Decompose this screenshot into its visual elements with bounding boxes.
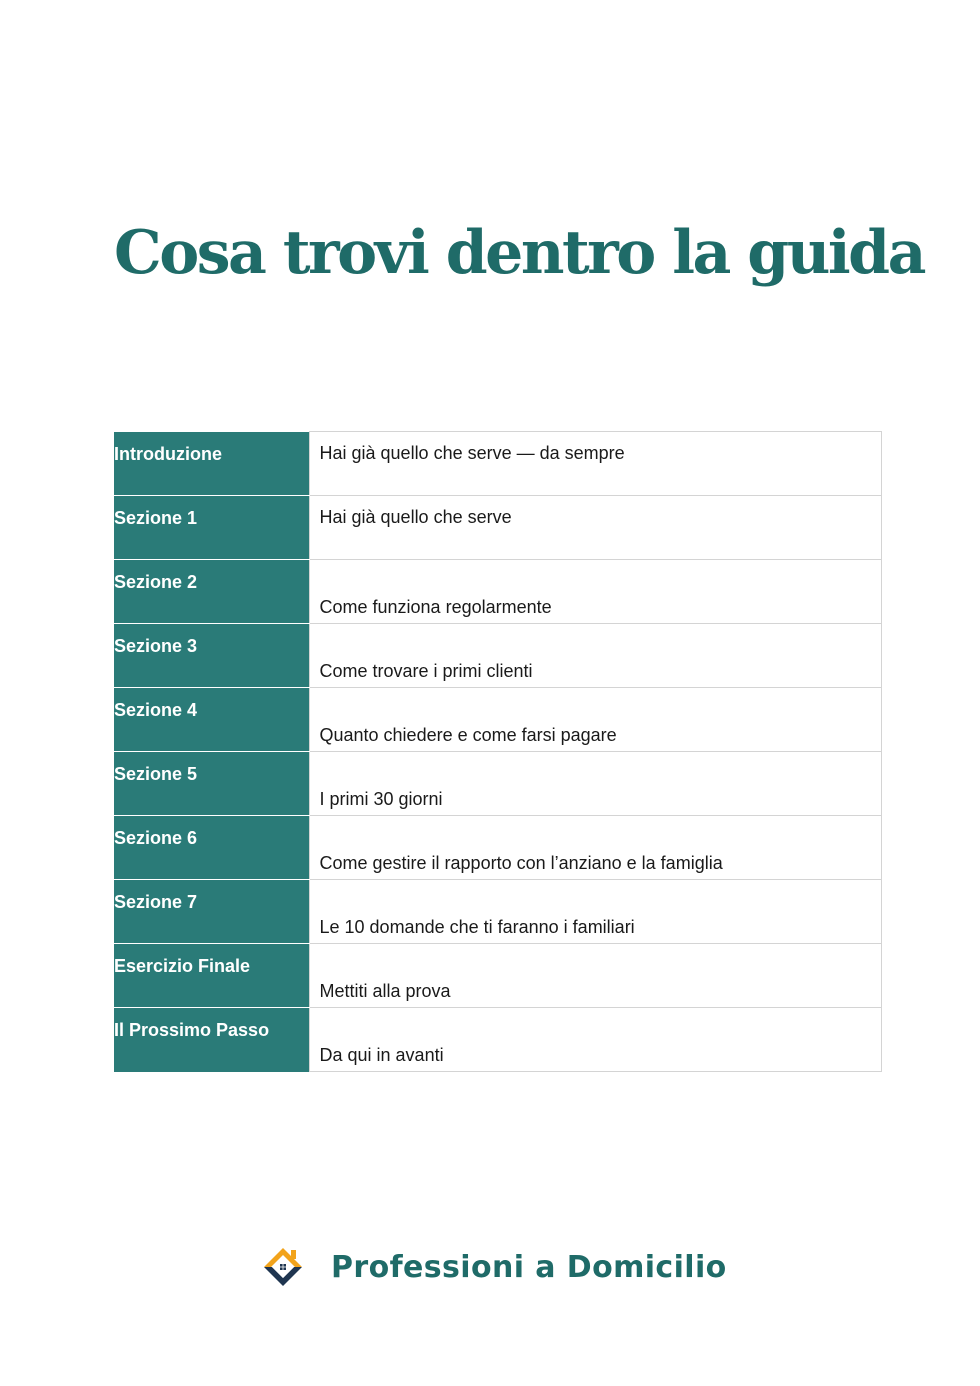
- toc-label: Il Prossimo Passo: [114, 1008, 309, 1072]
- toc-label: Sezione 5: [114, 752, 309, 816]
- table-row: [114, 496, 882, 560]
- toc-label: Sezione 1: [114, 496, 309, 560]
- toc-description-text: I primi 30 giorni: [319, 789, 443, 809]
- toc-description: [309, 1008, 882, 1072]
- toc-description: [309, 688, 882, 752]
- toc-description: [309, 624, 882, 688]
- toc-description: [309, 496, 882, 560]
- toc-description-text: Come funziona regolarmente: [319, 597, 552, 617]
- toc-label: Sezione 2: [114, 560, 309, 624]
- toc-description: [309, 432, 882, 496]
- toc-label: Sezione 6: [114, 816, 309, 880]
- toc-label: Introduzione: [114, 432, 309, 496]
- toc-description: [309, 816, 882, 880]
- toc-description: [309, 560, 882, 624]
- toc-label: Sezione 3: [114, 624, 309, 688]
- table-row: [114, 560, 882, 624]
- table-row: [114, 752, 882, 816]
- toc-description-text: Come gestire il rapporto con l’anziano e la famiglia: [319, 853, 723, 873]
- house-diamond-icon: [258, 1242, 308, 1292]
- table-row: [114, 816, 882, 880]
- brand-name: Professioni a Domicilio: [331, 1249, 727, 1285]
- toc-description-text: Da qui in avanti: [319, 1045, 444, 1065]
- toc-description-text: Hai già quello che serve: [319, 507, 512, 527]
- footer-brand: [258, 1242, 727, 1292]
- table-row: [114, 1008, 882, 1072]
- toc-description-text: Mettiti alla prova: [319, 981, 451, 1001]
- toc-label: Sezione 7: [114, 880, 309, 944]
- toc-description-text: Le 10 domande che ti faranno i familiari: [319, 917, 635, 937]
- toc-table: [114, 431, 882, 1072]
- toc-description-text: Come trovare i primi clienti: [319, 661, 533, 681]
- page-title: Cosa trovi dentro la guida: [114, 218, 924, 288]
- toc-description-text: Quanto chiedere e come farsi pagare: [319, 725, 617, 745]
- toc-description-text: Hai già quello che serve — da sempre: [319, 443, 625, 463]
- toc-description: [309, 752, 882, 816]
- table-row: [114, 688, 882, 752]
- toc-description: [309, 880, 882, 944]
- table-row: [114, 624, 882, 688]
- table-row: [114, 432, 882, 496]
- table-row: [114, 880, 882, 944]
- toc-description: [309, 944, 882, 1008]
- toc-label: Esercizio Finale: [114, 944, 309, 1008]
- table-row: [114, 944, 882, 1008]
- toc-label: Sezione 4: [114, 688, 309, 752]
